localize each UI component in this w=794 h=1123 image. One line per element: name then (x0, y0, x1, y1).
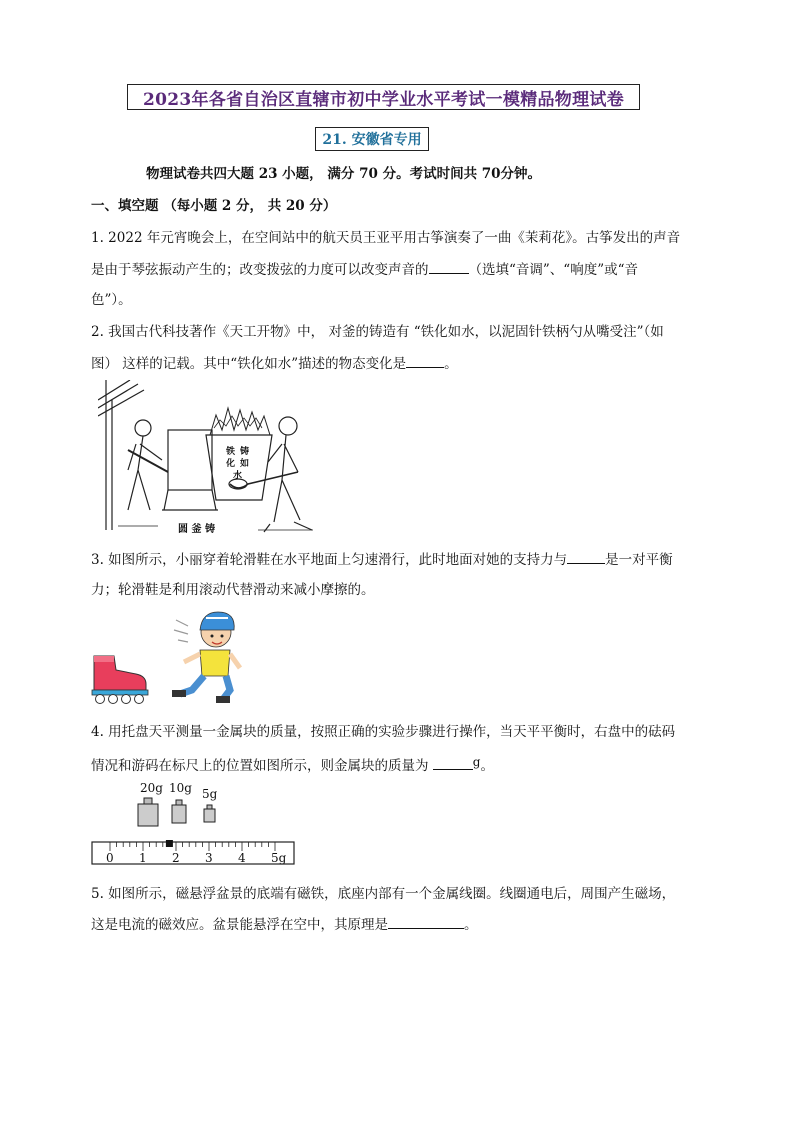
scale-label: 5g (271, 851, 287, 865)
q3-answer-blank[interactable] (567, 549, 605, 564)
q5-text-a: 这是电流的磁效应。盆景能悬浮在空中，其原理是 (91, 917, 388, 933)
scale-bar (92, 842, 294, 864)
rider-marker (166, 840, 173, 847)
q5-line-2 (91, 914, 478, 935)
q4-unit: g (472, 755, 481, 769)
scale-label: 4 (238, 851, 246, 865)
left-worker-head (135, 420, 151, 436)
q1-line-3: 色”）。 (91, 292, 132, 308)
exam-subtitle: 21. 安徽省专用 (315, 127, 429, 151)
q4-answer-blank[interactable] (433, 755, 473, 770)
q5-line-1: 5. 如图所示，磁悬浮盆景的底端有磁铁，底座内部有一个金属线圈。线圈通电后，周围产生磁场， (91, 886, 676, 902)
pot (206, 435, 272, 500)
pot-label-2: 铸 (240, 447, 250, 457)
section-heading: 一、填空题 （每小题 2 分， 共 20 分） (91, 198, 337, 214)
casting-illustration (98, 380, 328, 540)
exam-intro: 物理试卷共四大题 23 小题， 满分 70 分。考试时间共 70分钟。 (146, 166, 542, 182)
right-worker-head (279, 417, 297, 435)
q3-line-1 (91, 549, 673, 570)
q1-line-2 (91, 259, 638, 280)
weight-label-10g: 10g (169, 781, 192, 795)
skater-figure (172, 612, 240, 703)
scale-label: 1 (139, 851, 147, 865)
pot-label-3: 化 (226, 459, 236, 469)
q2-line-1: 2. 我国古代科技著作《天工开物》中， 对釜的铸造有 “铁化如水，以泥固针铁柄勺从嘴受注”（如 (91, 324, 664, 340)
pot-label-5: 水 (233, 471, 243, 481)
q2-text-a: 图） 这样的记载。其中“铁化如水”描述的物态变化是 (91, 356, 407, 372)
q3-text-a: 3. 如图所示，小丽穿着轮滑鞋在水平地面上匀速滑行，此时地面对她的支持力与 (91, 552, 568, 568)
roller-skate-icon (92, 656, 148, 704)
q3-text-b: 是一对平衡 (605, 552, 673, 568)
pot-label-4: 如 (240, 459, 250, 469)
q3-line-2: 力；轮滑鞋是利用滚动代替滑动来减小摩擦的。 (91, 582, 375, 598)
q1-answer-blank[interactable] (429, 259, 469, 274)
q5-text-b: 。 (464, 917, 478, 933)
balance-weights-figure (90, 778, 300, 870)
weight-label-5g: 5g (202, 787, 218, 801)
scale-label: 3 (205, 851, 213, 865)
q2-text-b: 。 (444, 356, 458, 372)
q2-line-2 (91, 353, 458, 374)
weight-10g-icon (172, 800, 186, 823)
pot-label-1: 铁 (226, 447, 236, 457)
q1-text-a: 是由于琴弦振动产生的；改变拨弦的力度可以改变声音的 (91, 262, 429, 278)
q4-line-1: 4. 用托盘天平测量一金属块的质量，按照正确的实验步骤进行操作，当天平平衡时，右盘中的砝码 (91, 724, 676, 740)
q1-line-1: 1. 2022 年元宵晚会上，在空间站中的航天员王亚平用古筝演奏了一曲《茉莉花》。古筝发出的声音 (91, 230, 681, 246)
scale-label: 0 (106, 851, 114, 865)
q4-text-a: 情况和游码在标尺上的位置如图所示，则金属块的质量为 (91, 758, 429, 774)
exam-title: 2023年各省自治区直辖市初中学业水平考试一模精品物理试卷 (127, 84, 640, 110)
q1-text-b: （选填“音调”、“响度”或“音 (468, 262, 639, 278)
q4-text-b: 。 (480, 758, 494, 774)
weight-label-20g: 20g (140, 781, 163, 795)
q2-answer-blank[interactable] (406, 353, 444, 368)
figure-caption: 圆 釜 铸 (178, 524, 215, 535)
q5-answer-blank[interactable] (388, 914, 464, 929)
weight-5g-icon (204, 805, 215, 822)
q4-line-2 (91, 752, 494, 776)
scale-label: 2 (172, 851, 180, 865)
weight-20g-icon (138, 798, 158, 826)
skating-illustration (88, 606, 253, 706)
roof-beams (98, 380, 144, 416)
